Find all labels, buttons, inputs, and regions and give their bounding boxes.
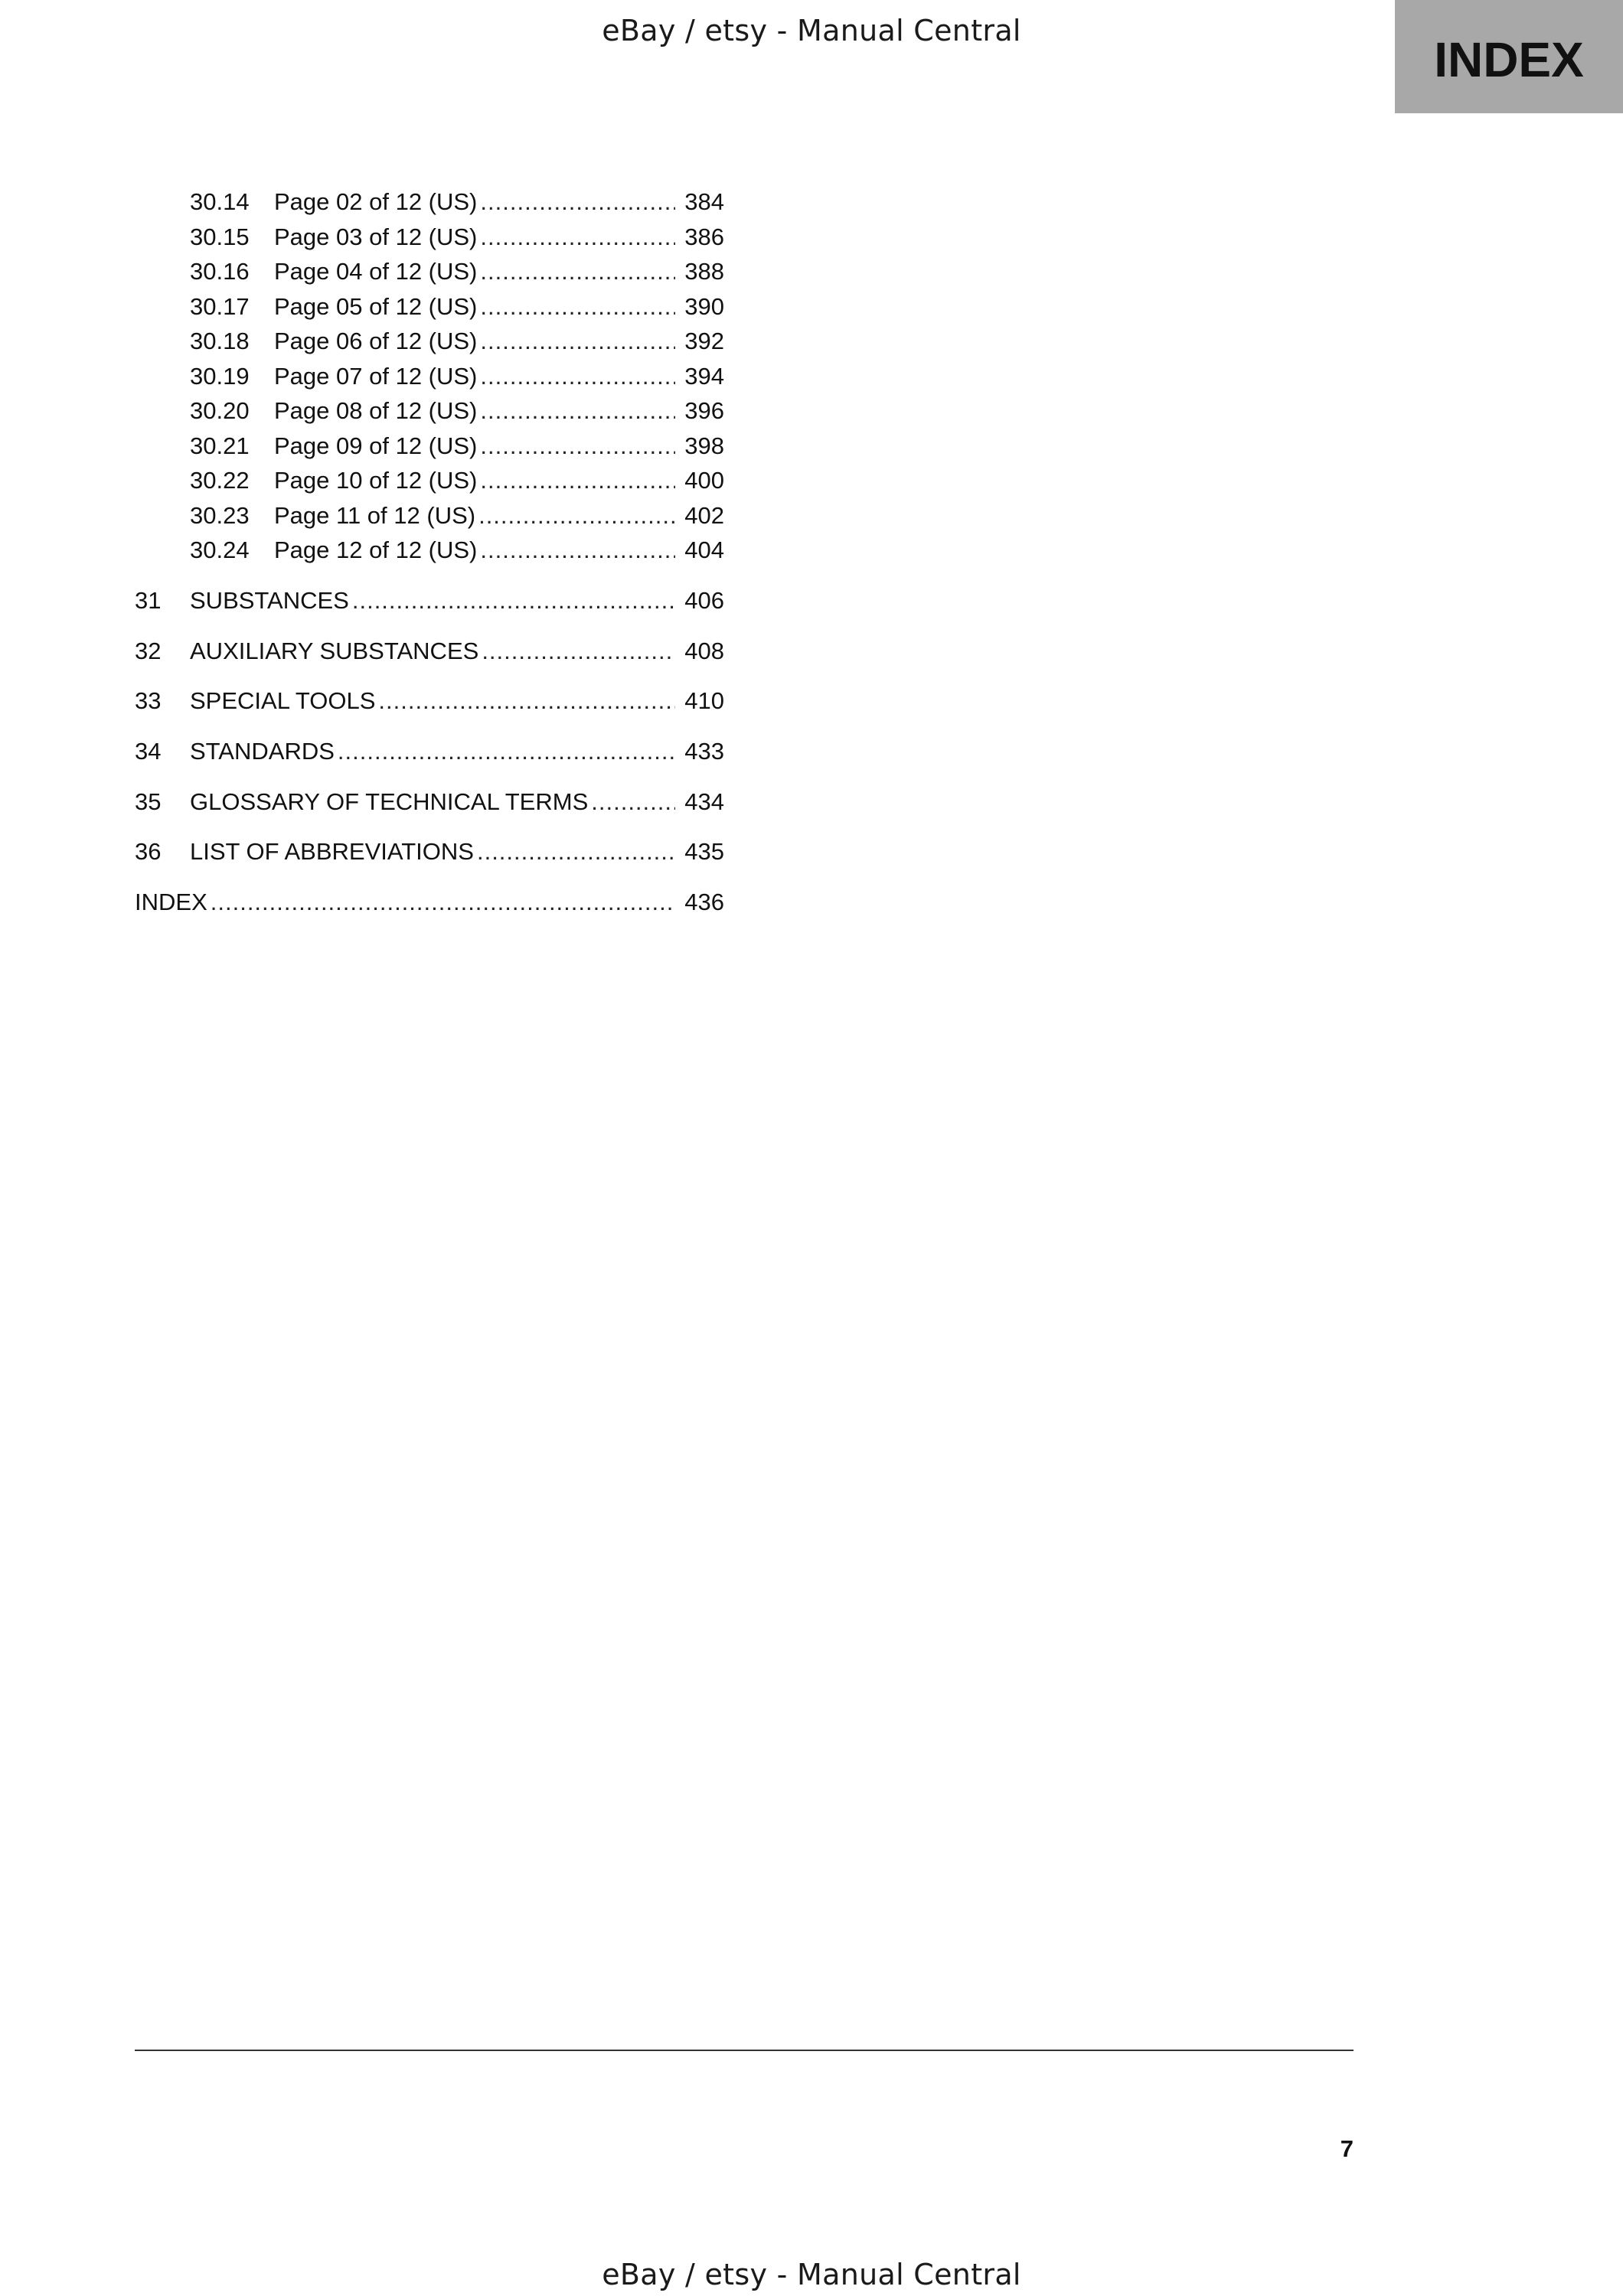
- page-number: 7: [1340, 2135, 1354, 2162]
- toc-leader-dots: [477, 838, 675, 866]
- toc-title: Page 03 of 12 (US): [274, 223, 478, 250]
- toc-title: AUXILIARY SUBSTANCES: [190, 638, 479, 664]
- toc-leader-dots: [480, 432, 675, 460]
- toc-page-number: 394: [684, 363, 724, 390]
- watermark-top: eBay / etsy - Manual Central: [602, 14, 1021, 47]
- toc-row-30-22[interactable]: [135, 467, 724, 499]
- toc-leader-dots: [480, 223, 675, 251]
- toc-leader-dots: [591, 788, 675, 816]
- section-tab-index: [1395, 0, 1623, 113]
- toc-page-number: 406: [684, 587, 724, 614]
- toc-number: 34: [135, 738, 162, 765]
- toc-page-number: 433: [684, 738, 724, 765]
- toc-number: 30.19: [190, 363, 250, 390]
- toc-title: Page 11 of 12 (US): [274, 502, 476, 529]
- toc-page-number: 396: [684, 397, 724, 424]
- toc-row-30-20[interactable]: [135, 397, 724, 429]
- toc-number: 30.21: [190, 432, 250, 459]
- toc-title: Page 04 of 12 (US): [274, 258, 478, 285]
- toc-leader-dots: [480, 363, 675, 390]
- toc-title: Page 05 of 12 (US): [274, 293, 478, 320]
- toc-page-number: 388: [684, 258, 724, 285]
- toc-title: SUBSTANCES: [190, 587, 349, 614]
- toc-page-number: 408: [684, 638, 724, 664]
- toc-number: 30.18: [190, 328, 250, 354]
- toc-leader-dots: [480, 467, 675, 494]
- toc-leader-dots: [480, 328, 675, 355]
- toc-page-number: 386: [684, 223, 724, 250]
- toc-row-30-24[interactable]: [135, 536, 724, 569]
- toc-number: 33: [135, 687, 162, 714]
- toc-leader-dots: [480, 258, 675, 285]
- toc-row-30-16[interactable]: [135, 258, 724, 290]
- toc-row-30-15[interactable]: [135, 223, 724, 256]
- toc-row-31[interactable]: [135, 587, 724, 619]
- toc-leader-dots: [352, 587, 675, 615]
- toc-page-number: 434: [684, 788, 724, 815]
- toc-page-number: 404: [684, 536, 724, 563]
- section-tab-label: INDEX: [1434, 32, 1584, 87]
- toc-number: 30.14: [190, 188, 250, 215]
- toc-leader-dots: [478, 502, 675, 530]
- toc-leader-dots: [480, 293, 675, 321]
- toc-page-number: 384: [684, 188, 724, 215]
- toc-number: 31: [135, 587, 162, 614]
- toc-number: 30.16: [190, 258, 250, 285]
- toc-row-30-19[interactable]: [135, 363, 724, 395]
- toc-title: Page 12 of 12 (US): [274, 536, 478, 563]
- toc-number: 30.17: [190, 293, 250, 320]
- toc-row-30-18[interactable]: [135, 328, 724, 360]
- toc-row-30-23[interactable]: [135, 502, 724, 534]
- toc-number: 35: [135, 788, 162, 815]
- toc-title: SPECIAL TOOLS: [190, 687, 376, 714]
- toc-number: 30.23: [190, 502, 250, 529]
- toc-row-36[interactable]: [135, 838, 724, 870]
- toc-row-35[interactable]: [135, 788, 724, 820]
- toc-number: 30.24: [190, 536, 250, 563]
- toc-title: Page 09 of 12 (US): [274, 432, 478, 459]
- toc-title: STANDARDS: [190, 738, 335, 765]
- toc-row-33[interactable]: [135, 687, 724, 719]
- toc-page-number: 390: [684, 293, 724, 320]
- toc-row-32[interactable]: [135, 638, 724, 670]
- toc-leader-dots: [482, 638, 675, 665]
- toc-page-number: 402: [684, 502, 724, 529]
- toc-title: Page 02 of 12 (US): [274, 188, 478, 215]
- toc-row-30-14[interactable]: [135, 188, 724, 220]
- toc-row-30-17[interactable]: [135, 293, 724, 325]
- toc-leader-dots: [378, 687, 675, 715]
- watermark-bottom: eBay / etsy - Manual Central: [602, 2258, 1021, 2291]
- toc-row-index[interactable]: [135, 889, 724, 921]
- footer-divider: [135, 2050, 1354, 2051]
- toc-row-30-21[interactable]: [135, 432, 724, 465]
- toc-title: Page 08 of 12 (US): [274, 397, 478, 424]
- toc-leader-dots: [480, 536, 675, 564]
- toc-number: 30.20: [190, 397, 250, 424]
- toc-leader-dots: [338, 738, 675, 765]
- toc-title: Page 07 of 12 (US): [274, 363, 478, 390]
- toc-title: Page 06 of 12 (US): [274, 328, 478, 354]
- toc-title: LIST OF ABBREVIATIONS: [190, 838, 474, 865]
- toc-page-number: 398: [684, 432, 724, 459]
- toc-number: 30.15: [190, 223, 250, 250]
- toc-page-number: 400: [684, 467, 724, 494]
- toc-page-number: 435: [684, 838, 724, 865]
- toc-page-number: 392: [684, 328, 724, 354]
- toc-number: 30.22: [190, 467, 250, 494]
- toc-leader-dots: [480, 397, 675, 425]
- toc-leader-dots: [211, 889, 675, 916]
- toc-number: 36: [135, 838, 162, 865]
- toc-number: 32: [135, 638, 162, 664]
- toc-leader-dots: [480, 188, 675, 216]
- toc-title: GLOSSARY OF TECHNICAL TERMS: [190, 788, 589, 815]
- toc-title: Page 10 of 12 (US): [274, 467, 478, 494]
- toc-row-34[interactable]: [135, 738, 724, 770]
- toc-page-number: 436: [684, 889, 724, 915]
- toc-title: INDEX: [135, 889, 207, 915]
- toc-page-number: 410: [684, 687, 724, 714]
